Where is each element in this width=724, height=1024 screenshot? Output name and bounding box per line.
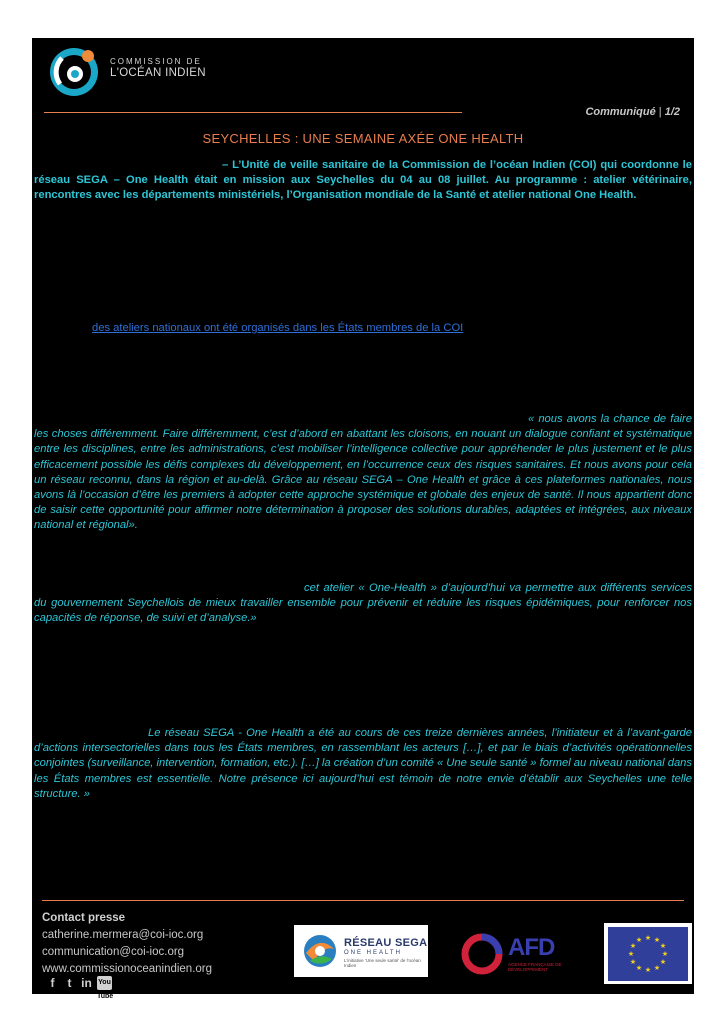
social-links bbox=[46, 976, 114, 1000]
sega-title: RÉSEAU SEGA bbox=[344, 937, 428, 949]
footer-divider bbox=[42, 900, 684, 901]
svg-text:★: ★ bbox=[635, 965, 643, 972]
svg-text:★: ★ bbox=[653, 937, 661, 944]
svg-text:★: ★ bbox=[653, 965, 661, 972]
twitter-icon[interactable]: t bbox=[67, 976, 72, 990]
afd-subtitle: AGENCE FRANÇAISE DE DÉVELOPPEMENT bbox=[508, 962, 562, 972]
org-name-line1: COMMISSION DE bbox=[110, 57, 202, 66]
afd-title: AFD bbox=[508, 934, 555, 961]
sega-logo bbox=[294, 925, 428, 977]
intro-paragraph bbox=[34, 158, 692, 204]
svg-text:★: ★ bbox=[661, 951, 669, 958]
org-name-line2: L'OCÉAN INDIEN bbox=[110, 67, 206, 79]
svg-text:★: ★ bbox=[627, 951, 635, 958]
quote-paragraph-3 bbox=[34, 726, 692, 802]
quote-paragraph-2 bbox=[34, 581, 692, 627]
sega-tagline: L'initiative 'Une seule santé' de l'océan Indien bbox=[344, 958, 421, 968]
svg-text:★: ★ bbox=[659, 959, 667, 966]
quote-paragraph-1 bbox=[34, 412, 692, 534]
quote1-text: « nous avons la chance de faire les choses différemment. Faire différemment, c’est d’abord en abattant les cloisons, en nouant un dialogue confiant et systématique entre les disciplines, entre les administrations, c’est mobiliser l’intelligence collective pour appréhender le plus justement et le plus efficacement possible les défis complexes du développement, en l’occurrence ceux des risques sanitaires. Et nous avons pour cela un réseau reconnu, dans la région et au-delà. Grâce au réseau SEGA – One Health et grâce à ces plateformes nationales, nous avons là l’occasion d’être les premiers à adopter cette approche systémique et globale des enjeux de santé. Il nous appartient donc de saisir cette opportunité pour affirmer notre détermination à proposer des solutions durables, adaptées et intégrées, aux niveaux national et régional». bbox=[34, 413, 692, 532]
contact-email-2[interactable]: communication@coi-ioc.org bbox=[42, 946, 185, 958]
afd-ring-icon bbox=[460, 932, 504, 976]
document-title: SEYCHELLES : UNE SEMAINE AXÉE ONE HEALTH bbox=[202, 131, 524, 146]
intro-text: – L’Unité de veille sanitaire de la Commission de l’océan Indien (COI) qui coordonne le réseau SEGA – One Health était en mission aux Seychelles du 04 au 08 juillet. Au programme : atelier vétérinaire, rencontres avec les départements ministériels, l’Organisation mondiale de la Santé et atelier national One Health. bbox=[34, 159, 692, 202]
quote3-text: Le réseau SEGA - One Health a été au cours de ces treize dernières années, l’initiateur et à l’avant-garde d’actions intersectorielles dans tous les États membres, en rassemblant les acteurs […], et par le biais d’activités opérationnelles conjointes (surveillance, intervention, formation, etc.). […] la création d’un comité « Une seule santé » formel au niveau national dans les États membres est essentielle. Notre présence ici aujourd’hui est témoin de notre envie d’établir aux Seychelles une telle structure. » bbox=[34, 727, 692, 800]
sega-subtitle: ONE HEALTH bbox=[344, 950, 402, 956]
communique-separator: | bbox=[655, 106, 665, 118]
svg-text:★: ★ bbox=[629, 959, 637, 966]
quote2-text: cet atelier « One-Health » d’aujourd’hui va permettre aux différents services du gouvernement Seychellois de mieux travailler ensemble pour prévenir et réduire les risques épidémiques, pour renforcer nos capacités de réponse, de suivi et d’analyse.» bbox=[34, 582, 692, 625]
contact-website[interactable]: www.commissionoceanindien.org bbox=[42, 963, 213, 975]
svg-text:★: ★ bbox=[629, 943, 637, 950]
svg-text:★: ★ bbox=[635, 937, 643, 944]
eu-flag-logo bbox=[604, 923, 692, 984]
facebook-icon[interactable]: f bbox=[50, 976, 55, 990]
header-divider bbox=[44, 112, 462, 113]
svg-text:★: ★ bbox=[644, 967, 652, 974]
contact-title: Contact presse bbox=[42, 912, 126, 924]
coi-logo-icon bbox=[46, 44, 102, 98]
document-page bbox=[32, 38, 694, 1000]
org-name bbox=[110, 58, 206, 80]
youtube-icon[interactable]: You Tube bbox=[97, 976, 112, 990]
afd-logo bbox=[460, 932, 570, 978]
communique-text: Communiqué bbox=[585, 106, 656, 118]
contact-email-1[interactable]: catherine.mermera@coi-ioc.org bbox=[42, 929, 204, 941]
page-number: 1/2 bbox=[664, 106, 680, 118]
workshops-link[interactable]: des ateliers nationaux ont été organisés dans les États membres de la COI bbox=[92, 322, 464, 334]
svg-text:★: ★ bbox=[644, 935, 652, 942]
press-contact bbox=[42, 910, 212, 978]
linkedin-icon[interactable]: in bbox=[81, 976, 92, 990]
communique-label bbox=[585, 106, 680, 118]
svg-text:★: ★ bbox=[659, 943, 667, 950]
eu-flag-icon bbox=[608, 927, 688, 981]
sega-globe-icon bbox=[300, 931, 340, 971]
